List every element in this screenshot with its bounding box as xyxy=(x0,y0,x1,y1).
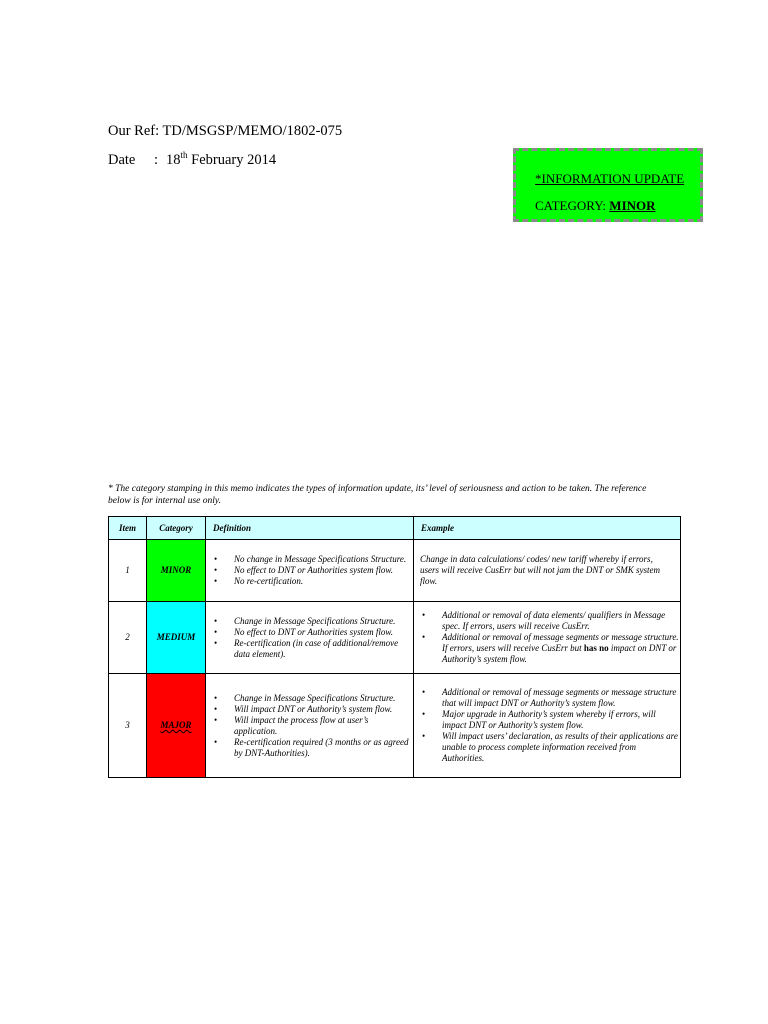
definition-item: • Re-certification (in case of additional/remove data element). xyxy=(234,638,413,660)
example-text: Change in data calculations/ codes/ new tariff whereby if errors, users will receive CusErr but will not jam the DNT or SMK system flow. xyxy=(420,554,660,586)
definition-item: • Will impact the process flow at user’s application. xyxy=(234,715,413,737)
information-update-stamp xyxy=(513,148,703,222)
example-cell xyxy=(414,540,681,602)
definition-item: • No effect to DNT or Authorities system flow. xyxy=(234,627,413,638)
date-rest: February 2014 xyxy=(191,151,277,168)
ref-label: Our Ref: xyxy=(108,123,160,139)
category-reference-table xyxy=(108,516,681,778)
memo-reference xyxy=(108,122,342,140)
date-colon: : xyxy=(154,151,159,168)
category-badge-minor: MINOR xyxy=(147,540,206,602)
header-definition: Definition xyxy=(206,517,414,540)
date-label: Date xyxy=(108,151,136,168)
example-cell xyxy=(414,602,681,674)
example-item: • Additional or removal of message segments or message structure that will impact DNT or Authority’s system flow. xyxy=(442,687,680,709)
header-category: Category xyxy=(147,517,206,540)
example-item: • Additional or removal of data elements/ qualifiers in Message spec. If errors, users will receive CusErr. xyxy=(442,610,680,632)
header-example: Example xyxy=(414,517,681,540)
example-emphasis: has no xyxy=(583,643,609,653)
item-number: 3 xyxy=(109,674,147,778)
definition-item: • Change in Message Specifications Structure. xyxy=(234,616,413,627)
category-value: MINOR xyxy=(609,198,656,213)
definition-item: • No effect to DNT or Authorities system flow. xyxy=(234,565,413,576)
date-day: 18 xyxy=(166,151,181,168)
category-footnote: * The category stamping in this memo indicates the types of information update, its’ level of seriousness and action to be taken. The reference below is for internal use only. xyxy=(108,484,647,506)
example-item-text: impact on DNT or Authority’s system flow. xyxy=(442,643,677,664)
item-number: 2 xyxy=(109,602,147,674)
example-item xyxy=(442,632,680,665)
memo-date xyxy=(108,146,276,169)
info-update-title: *INFORMATION UPDATE xyxy=(535,171,685,186)
table-row xyxy=(109,540,681,602)
category-major-label: MAJOR xyxy=(160,720,192,730)
definition-item: • Change in Message Specifications Structure. xyxy=(234,693,413,704)
header-item: Item xyxy=(109,517,147,540)
definition-cell xyxy=(206,602,414,674)
definition-item: • Re-certification required (3 months or as agreed by DNT-Authorities). xyxy=(234,737,413,759)
example-cell xyxy=(414,674,681,778)
table-row xyxy=(109,602,681,674)
category-badge-medium: MEDIUM xyxy=(147,602,206,674)
date-suffix: th xyxy=(180,150,188,160)
definition-item: • No re-certification. xyxy=(234,576,413,587)
example-item-text: Additional or removal of message segments or message structure. If errors, users will receive CusErr but xyxy=(442,632,679,653)
category-badge-major xyxy=(147,674,206,778)
definition-item: • No change in Message Specifications Structure. xyxy=(234,554,413,565)
ref-value: TD/MSGSP/MEMO/1802-075 xyxy=(162,123,343,139)
example-item: • Will impact users’ declaration, as results of their applications are unable to process complete information received from Authorities. xyxy=(442,731,680,764)
category-label: CATEGORY: xyxy=(535,198,607,213)
table-header-row xyxy=(109,517,681,540)
info-update-category xyxy=(535,198,656,214)
definition-cell xyxy=(206,540,414,602)
item-number: 1 xyxy=(109,540,147,602)
definition-cell xyxy=(206,674,414,778)
definition-item: • Will impact DNT or Authority’s system flow. xyxy=(234,704,413,715)
example-item: • Major upgrade in Authority’s system whereby if errors, will impact DNT or Authority’s system flow. xyxy=(442,709,680,731)
table-row xyxy=(109,674,681,778)
